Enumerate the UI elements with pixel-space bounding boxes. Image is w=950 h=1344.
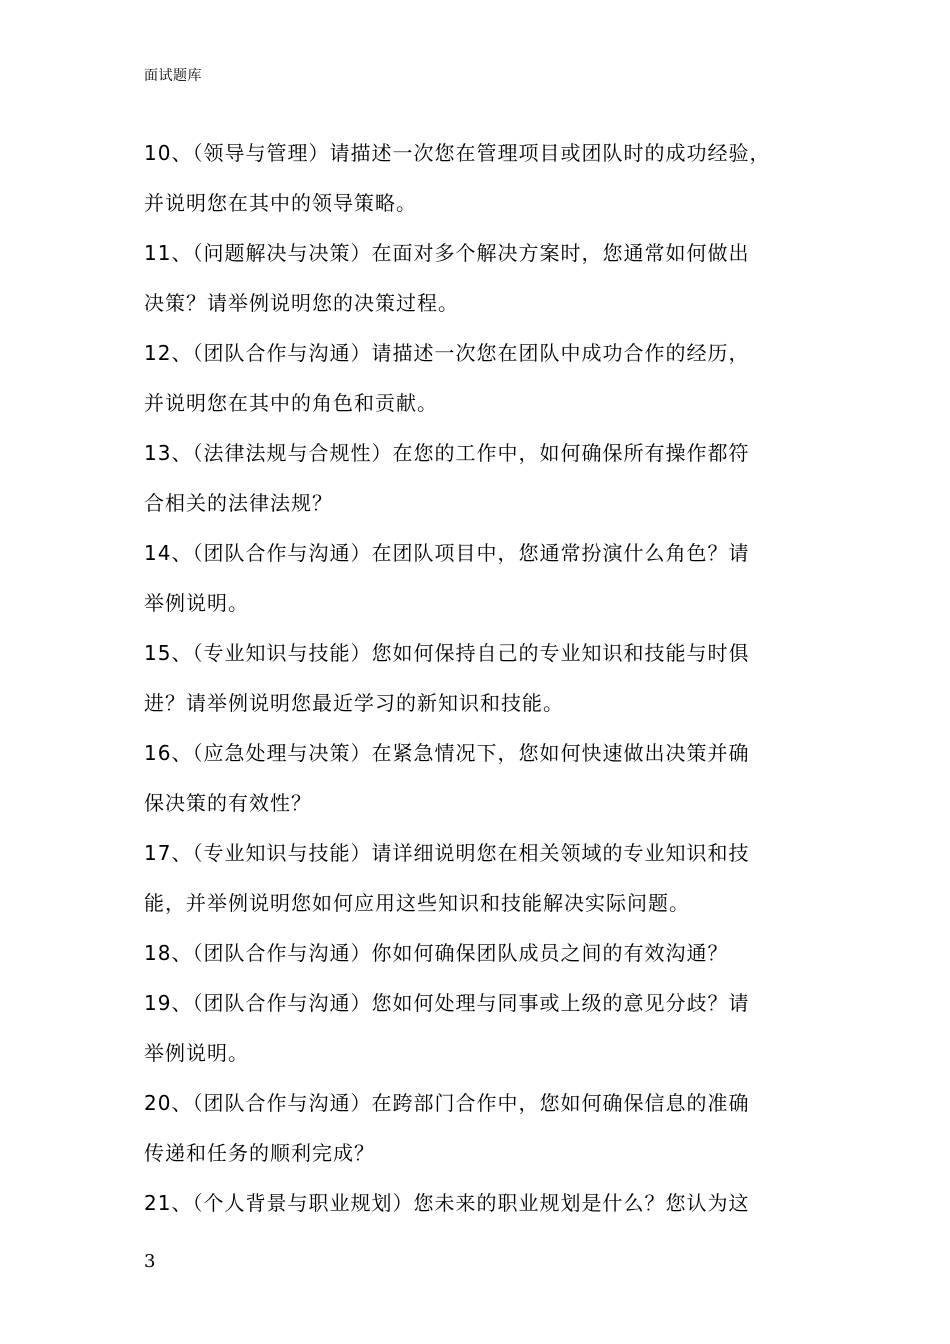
- page-header: 面试题库: [144, 68, 202, 84]
- question-text-line: 18、（团队合作与沟通）你如何确保团队成员之间的有效沟通？: [144, 941, 729, 965]
- question-list: [144, 128, 824, 1228]
- question-text-line: 12、（团队合作与沟通）请描述一次您在团队中成功合作的经历，: [144, 341, 750, 365]
- question-text-line: 20、（团队合作与沟通）在跨部门合作中，您如何确保信息的准确: [144, 1091, 750, 1115]
- question-item: [144, 428, 824, 528]
- question-item: [144, 128, 824, 228]
- question-text-line: 16、（应急处理与决策）在紧急情况下，您如何快速做出决策并确: [144, 741, 750, 765]
- question-item: [144, 228, 824, 328]
- question-text-line: 并说明您在其中的角色和贡献。: [144, 391, 438, 415]
- question-item: [144, 978, 824, 1078]
- question-item: [144, 1178, 824, 1228]
- question-text-line: 11、（问题解决与决策）在面对多个解决方案时，您通常如何做出: [144, 241, 750, 265]
- question-item: [144, 828, 824, 928]
- question-text-line: 进？请举例说明您最近学习的新知识和技能。: [144, 691, 564, 715]
- question-item: [144, 928, 824, 978]
- question-text-line: 17、（专业知识与技能）请详细说明您在相关领域的专业知识和技: [144, 841, 750, 865]
- question-text-line: 合相关的法律法规？: [144, 491, 333, 515]
- question-text-line: 举例说明。: [144, 591, 249, 615]
- question-text-line: 10、（领导与管理）请描述一次您在管理项目或团队时的成功经验，: [144, 141, 771, 165]
- question-text-line: 保决策的有效性？: [144, 791, 312, 815]
- question-item: [144, 528, 824, 628]
- question-text-line: 举例说明。: [144, 1041, 249, 1065]
- question-item: [144, 628, 824, 728]
- question-text-line: 19、（团队合作与沟通）您如何处理与同事或上级的意见分歧？请: [144, 991, 750, 1015]
- question-text-line: 能，并举例说明您如何应用这些知识和技能解决实际问题。: [144, 891, 690, 915]
- question-text-line: 传递和任务的顺利完成？: [144, 1141, 375, 1165]
- question-item: [144, 1078, 824, 1178]
- question-text-line: 并说明您在其中的领导策略。: [144, 191, 417, 215]
- question-text-line: 13、（法律法规与合规性）在您的工作中，如何确保所有操作都符: [144, 441, 750, 465]
- question-item: [144, 328, 824, 428]
- question-text-line: 21、（个人背景与职业规划）您未来的职业规划是什么？您认为这: [144, 1191, 750, 1215]
- question-item: [144, 728, 824, 828]
- question-text-line: 15、（专业知识与技能）您如何保持自己的专业知识和技能与时俱: [144, 641, 750, 665]
- question-text-line: 14、（团队合作与沟通）在团队项目中，您通常扮演什么角色？请: [144, 541, 750, 565]
- page-number: 3: [144, 1251, 156, 1272]
- question-text-line: 决策？请举例说明您的决策过程。: [144, 291, 459, 315]
